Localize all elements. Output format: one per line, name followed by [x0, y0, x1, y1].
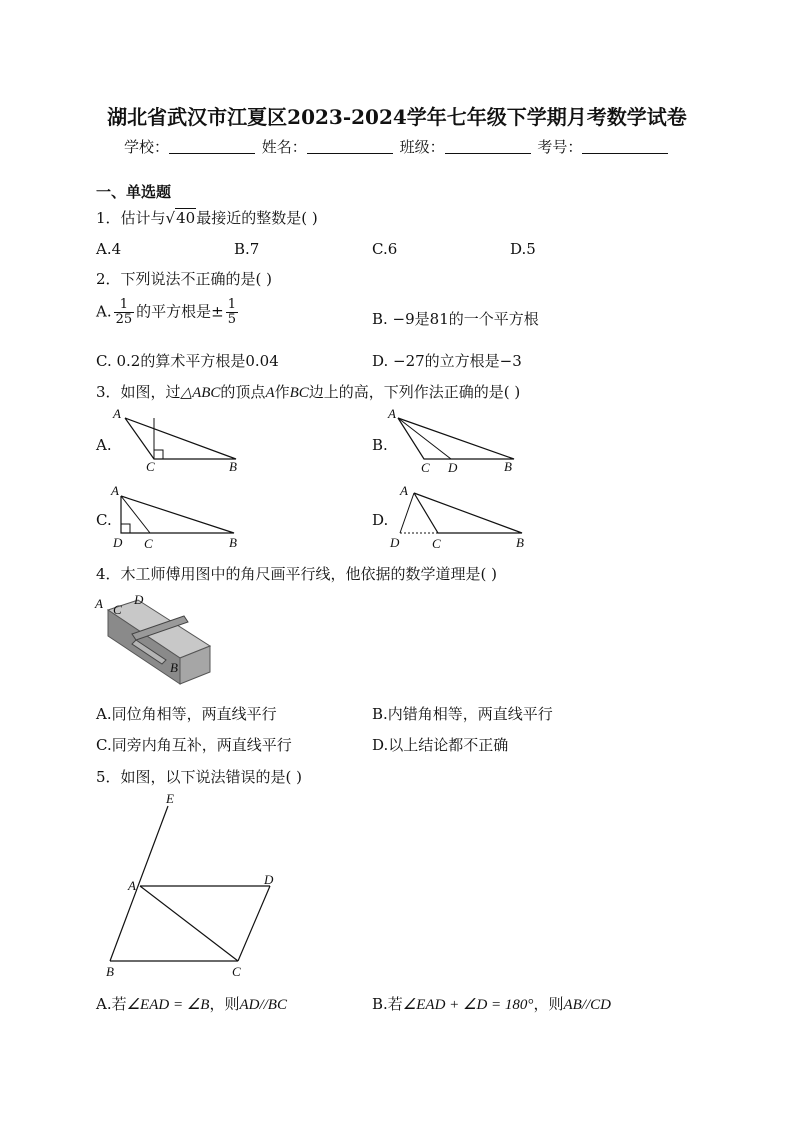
point-label: A: [128, 878, 136, 893]
q3-figure-b: [384, 404, 524, 476]
class-label: 班级：: [399, 138, 445, 156]
q3-figure-d: [386, 482, 531, 554]
point-label: D: [113, 535, 123, 550]
sqrt-radicand: 40: [176, 209, 196, 227]
page-title: 湖北省武汉市江夏区2023-2024学年七年级下学期月考数学试卷: [107, 105, 687, 129]
q2-option-b[interactable]: B. −9是81的一个平方根: [372, 310, 539, 328]
name-blank[interactable]: [307, 138, 393, 154]
q3-figure-c: [106, 482, 246, 554]
q3-option-b-label[interactable]: B.: [372, 436, 388, 454]
q3-option-c-label[interactable]: C.: [96, 511, 112, 529]
question-4-stem: 4．木工师傅用图中的角尺画平行线，他依据的数学道理是( ): [96, 565, 498, 583]
q2-option-a[interactable]: A. $\frac{1}{25}$ 的平方根是± $\frac{1}{5}$: [96, 297, 237, 327]
q4-option-c[interactable]: C.同旁内角互补，两直线平行: [96, 736, 292, 754]
point-label: B: [229, 535, 237, 550]
point-label: D: [390, 535, 400, 550]
q2-option-d[interactable]: D. −27的立方根是−3: [372, 352, 522, 370]
student-info-line: [124, 136, 670, 157]
fraction: $\frac{1}{25}$: [115, 297, 133, 327]
point-label: D: [264, 872, 274, 887]
point-label: A: [111, 483, 119, 498]
q5-parallelogram-figure: [100, 790, 290, 985]
q3-figure-a: [108, 404, 248, 474]
q4-carpenter-square-figure: [92, 590, 212, 690]
q4-option-d[interactable]: D.以上结论都不正确: [372, 736, 509, 754]
point-label: B: [229, 459, 237, 474]
point-label: B: [106, 964, 114, 979]
point-label: C: [144, 536, 153, 551]
q1-option-d[interactable]: D.5: [510, 240, 536, 258]
name-label: 姓名：: [261, 138, 307, 156]
point-label: A: [113, 406, 121, 421]
number-label: 考号：: [537, 138, 583, 156]
school-blank[interactable]: [169, 138, 255, 154]
question-3-stem: 3．如图，过△ABC的顶点A作BC边上的高，下列作法正确的是( ): [96, 383, 521, 401]
q1-option-b[interactable]: B.7: [234, 240, 260, 258]
point-label: B: [516, 535, 524, 550]
point-label: C: [113, 602, 122, 617]
q4-option-b[interactable]: B.内错角相等，两直线平行: [372, 705, 553, 723]
point-label: C: [232, 964, 241, 979]
fraction: $\frac{1}{5}$: [227, 297, 237, 327]
point-label: A: [95, 596, 103, 611]
q1-option-c[interactable]: C.6: [372, 240, 398, 258]
point-label: B: [170, 660, 178, 675]
q5-option-a[interactable]: A.若∠EAD = ∠B，则AD//BC: [96, 995, 287, 1013]
q1-option-a[interactable]: A.4: [96, 240, 122, 258]
number-blank[interactable]: [582, 138, 668, 154]
q4-option-a[interactable]: A.同位角相等，两直线平行: [96, 705, 277, 723]
point-label: E: [166, 791, 174, 806]
point-label: D: [134, 592, 144, 607]
section-title: 一、单选题: [96, 183, 172, 201]
point-label: A: [388, 406, 396, 421]
q5-option-b[interactable]: B.若∠EAD + ∠D = 180°，则AB//CD: [372, 995, 611, 1013]
q3-option-a-label[interactable]: A.: [96, 436, 112, 454]
point-label: D: [448, 460, 458, 475]
point-label: C: [146, 459, 155, 474]
point-label: C: [432, 536, 441, 551]
point-label: A: [400, 483, 408, 498]
class-blank[interactable]: [445, 138, 531, 154]
point-label: C: [421, 460, 430, 475]
school-label: 学校：: [124, 138, 170, 156]
question-2-stem: 2．下列说法不正确的是( ): [96, 270, 273, 288]
question-5-stem: 5．如图，以下说法错误的是( ): [96, 768, 303, 786]
point-label: B: [504, 459, 512, 474]
q3-option-d-label[interactable]: D.: [372, 511, 389, 529]
q2-option-c[interactable]: C. 0.2的算术平方根是0.04: [96, 352, 279, 370]
question-1-stem: 1．估计与√40最接近的整数是( ): [96, 209, 318, 227]
